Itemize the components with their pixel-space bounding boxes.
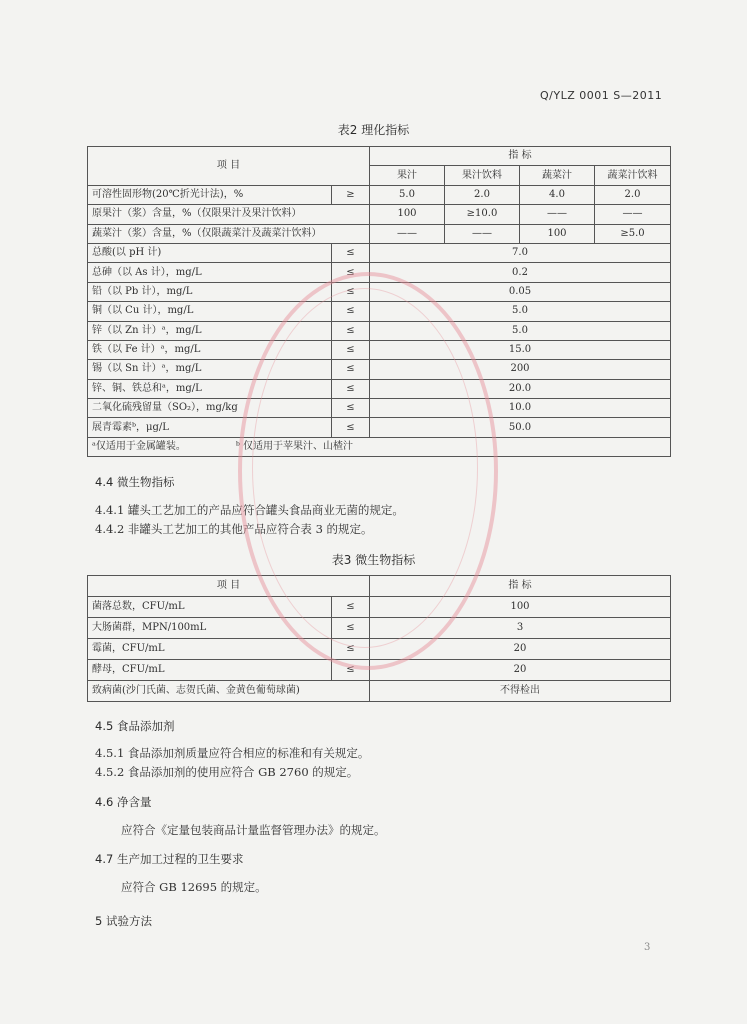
row-value: 2.0 xyxy=(595,185,671,204)
section-4-6-title: 4.6 净含量 xyxy=(95,795,152,809)
para-4-4-1: 4.4.1 罐头工艺加工的产品应符合罐头食品商业无菌的规定。 xyxy=(95,503,404,517)
row-value: —— xyxy=(595,205,671,224)
row-value: 5.0 xyxy=(370,321,671,340)
row-value: 10.0 xyxy=(370,399,671,418)
row-op: ≤ xyxy=(332,379,370,398)
page-number: 3 xyxy=(644,942,651,953)
row-item: 总砷（以 As 计），mg/L xyxy=(88,263,332,282)
row-item: 二氧化硫残留量（SO₂），mg/kg xyxy=(88,399,332,418)
row-op: ≤ xyxy=(332,340,370,359)
para-4-5-1: 4.5.1 食品添加剂质量应符合相应的标准和有关规定。 xyxy=(95,746,370,760)
row-op: ≤ xyxy=(332,418,370,437)
row-item: 致病菌(沙门氏菌、志贺氏菌、金黄色葡萄球菌) xyxy=(88,681,370,702)
row-item: 锌、铜、铁总和ᵃ，mg/L xyxy=(88,379,332,398)
row-op: ≤ xyxy=(332,618,370,639)
row-value: 100 xyxy=(520,224,595,243)
row-item: 可溶性固形物(20℃折光计法)，% xyxy=(88,185,332,204)
table2-sub-header: 蔬菜汁饮料 xyxy=(595,166,671,185)
row-value: 0.05 xyxy=(370,282,671,301)
row-item: 铁（以 Fe 计）ᵃ，mg/L xyxy=(88,340,332,359)
row-value: ≥10.0 xyxy=(445,205,520,224)
row-value: —— xyxy=(445,224,520,243)
row-value: 100 xyxy=(370,597,671,618)
row-value: 0.2 xyxy=(370,263,671,282)
note-a: ᵃ仅适用于金属罐装。 xyxy=(92,441,186,453)
row-value: 20 xyxy=(370,639,671,660)
row-item: 霉菌，CFU/mL xyxy=(88,639,332,660)
row-value: 20 xyxy=(370,660,671,681)
row-item: 酵母，CFU/mL xyxy=(88,660,332,681)
row-value: 2.0 xyxy=(445,185,520,204)
row-op: ≤ xyxy=(332,660,370,681)
para-4-7: 应符合 GB 12695 的规定。 xyxy=(121,880,267,894)
row-value: 不得检出 xyxy=(370,681,671,702)
row-item: 蔬菜汁（浆）含量，%（仅限蔬菜汁及蔬菜汁饮料） xyxy=(88,224,370,243)
row-item: 铜（以 Cu 计），mg/L xyxy=(88,302,332,321)
table2-item-header: 项 目 xyxy=(88,147,370,186)
table2-sub-header: 蔬菜汁 xyxy=(520,166,595,185)
row-value: 7.0 xyxy=(370,243,671,262)
row-value: —— xyxy=(520,205,595,224)
row-item: 展青霉素ᵇ，μg/L xyxy=(88,418,332,437)
table2-sub-header: 果汁饮料 xyxy=(445,166,520,185)
row-op: ≤ xyxy=(332,243,370,262)
para-4-4-2: 4.4.2 非罐头工艺加工的其他产品应符合表 3 的规定。 xyxy=(95,522,373,536)
row-item: 总酸(以 pH 计) xyxy=(88,243,332,262)
standard-number: Q/YLZ 0001 S—2011 xyxy=(540,89,663,102)
table2-index-header: 指 标 xyxy=(370,147,671,166)
row-item: 锌（以 Zn 计）ᵃ，mg/L xyxy=(88,321,332,340)
seal-stamp-inner-ring xyxy=(252,288,478,648)
table3-index-header: 指 标 xyxy=(370,576,671,597)
row-item: 菌落总数，CFU/mL xyxy=(88,597,332,618)
table-row xyxy=(88,205,671,224)
row-value: ≥5.0 xyxy=(595,224,671,243)
row-item: 铅（以 Pb 计），mg/L xyxy=(88,282,332,301)
row-value: 3 xyxy=(370,618,671,639)
table-row xyxy=(88,243,671,262)
table2-caption: 表2 理化指标 xyxy=(337,123,410,137)
row-value: 5.0 xyxy=(370,302,671,321)
row-value: 20.0 xyxy=(370,379,671,398)
table2-sub-header: 果汁 xyxy=(370,166,445,185)
row-op: ≤ xyxy=(332,639,370,660)
table-row xyxy=(88,681,671,702)
row-op: ≤ xyxy=(332,597,370,618)
table3-caption: 表3 微生物指标 xyxy=(331,553,416,567)
row-op: ≤ xyxy=(332,399,370,418)
section-5-title: 5 试验方法 xyxy=(95,914,152,928)
row-item: 原果汁（浆）含量，%（仅限果汁及果汁饮料） xyxy=(88,205,370,224)
row-op: ≤ xyxy=(332,302,370,321)
row-op: ≤ xyxy=(332,360,370,379)
note-b: ᵇ 仅适用于苹果汁、山楂汁 xyxy=(235,441,354,453)
table3-item-header: 项 目 xyxy=(88,576,370,597)
row-item: 大肠菌群，MPN/100mL xyxy=(88,618,332,639)
section-4-4-title: 4.4 微生物指标 xyxy=(95,475,175,489)
row-op: ≤ xyxy=(332,263,370,282)
section-4-5-title: 4.5 食品添加剂 xyxy=(95,719,175,733)
para-4-5-2: 4.5.2 食品添加剂的使用应符合 GB 2760 的规定。 xyxy=(95,765,359,779)
row-value: 200 xyxy=(370,360,671,379)
row-value: 5.0 xyxy=(370,185,445,204)
row-value: —— xyxy=(370,224,445,243)
table-row xyxy=(88,224,671,243)
row-value: 50.0 xyxy=(370,418,671,437)
row-op: ≥ xyxy=(332,185,370,204)
section-4-7-title: 4.7 生产加工过程的卫生要求 xyxy=(95,852,244,866)
row-value: 100 xyxy=(370,205,445,224)
row-op: ≤ xyxy=(332,282,370,301)
row-op: ≤ xyxy=(332,321,370,340)
table-row xyxy=(88,185,671,204)
para-4-6: 应符合《定量包装商品计量监督管理办法》的规定。 xyxy=(121,823,386,837)
row-value: 15.0 xyxy=(370,340,671,359)
row-value: 4.0 xyxy=(520,185,595,204)
row-item: 锡（以 Sn 计）ᵃ，mg/L xyxy=(88,360,332,379)
